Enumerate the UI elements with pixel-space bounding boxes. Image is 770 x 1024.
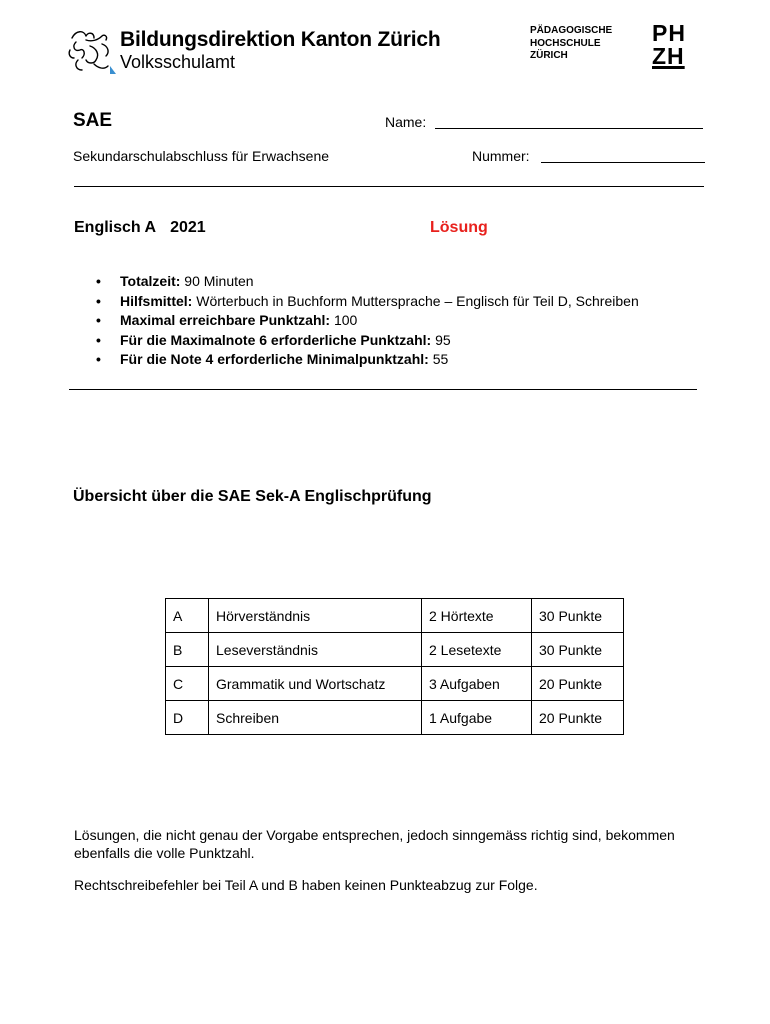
subject-name: Englisch A bbox=[74, 219, 157, 236]
table-cell: B bbox=[166, 633, 209, 667]
exam-info-list bbox=[96, 272, 639, 370]
table-cell: 20 Punkte bbox=[532, 667, 624, 701]
solution-label: Lösung bbox=[430, 219, 488, 236]
list-item bbox=[96, 331, 639, 351]
exam-year: 2021 bbox=[170, 219, 206, 236]
table-cell: 1 Aufgabe bbox=[422, 701, 532, 735]
table-row bbox=[166, 599, 624, 633]
table-cell: 2 Hörtexte bbox=[422, 599, 532, 633]
info-label: Hilfsmittel: bbox=[120, 292, 193, 309]
phz-name bbox=[530, 25, 612, 63]
list-item bbox=[96, 272, 639, 292]
nummer-label: Nummer: bbox=[472, 148, 530, 164]
table-cell: Schreiben bbox=[209, 701, 422, 735]
name-field-line[interactable] bbox=[435, 128, 703, 129]
org-subtitle: Volksschulamt bbox=[120, 52, 236, 72]
divider bbox=[69, 389, 697, 390]
form-subtitle: Sekundarschulabschluss für Erwachsene bbox=[73, 148, 330, 164]
divider bbox=[74, 186, 704, 187]
info-value: 95 bbox=[435, 331, 451, 348]
overview-heading: Übersicht über die SAE Sek-A Englischprüfung bbox=[73, 488, 432, 505]
phzh-logo bbox=[652, 22, 686, 68]
table-row bbox=[166, 667, 624, 701]
nummer-field-line[interactable] bbox=[541, 162, 705, 163]
table-cell: 3 Aufgaben bbox=[422, 667, 532, 701]
list-item bbox=[96, 292, 639, 312]
phz-line: PÄDAGOGISCHE bbox=[530, 25, 613, 36]
list-item bbox=[96, 350, 639, 370]
form-title: SAE bbox=[73, 110, 113, 131]
note-spelling: Rechtschreibefehler bei Teil A und B haben keinen Punkteabzug zur Folge. bbox=[74, 877, 538, 893]
info-value: 100 bbox=[333, 312, 358, 328]
exam-subject bbox=[74, 219, 206, 237]
table-cell: Hörverständnis bbox=[209, 599, 422, 633]
table-cell: 20 Punkte bbox=[532, 701, 624, 735]
info-value: 90 Minuten bbox=[184, 273, 254, 289]
table-cell: D bbox=[166, 701, 209, 735]
table-cell: 30 Punkte bbox=[532, 633, 624, 667]
info-value: Wörterbuch in Buchform Muttersprache – Englisch für Teil D, Schreiben bbox=[196, 292, 639, 309]
zurich-lion-logo-icon bbox=[66, 28, 116, 74]
table-cell: Grammatik und Wortschatz bbox=[209, 667, 422, 701]
phz-line: HOCHSCHULE bbox=[530, 37, 601, 49]
table-cell: 2 Lesetexte bbox=[422, 633, 532, 667]
name-label: Name: bbox=[385, 114, 427, 130]
table-cell: 30 Punkte bbox=[532, 599, 624, 633]
info-label: Für die Maximalnote 6 erforderliche Punktzahl: bbox=[120, 331, 432, 348]
table-row bbox=[166, 633, 624, 667]
info-label: Totalzeit: bbox=[120, 273, 181, 289]
phz-line: ZÜRICH bbox=[530, 50, 568, 61]
overview-table bbox=[165, 598, 624, 735]
info-label: Für die Note 4 erforderliche Minimalpunktzahl: bbox=[120, 351, 429, 367]
table-cell: C bbox=[166, 667, 209, 701]
info-value: 55 bbox=[432, 351, 449, 367]
info-label: Maximal erreichbare Punktzahl: bbox=[120, 312, 331, 328]
list-item bbox=[96, 311, 639, 331]
note-equivalent-answers: Lösungen, die nicht genau der Vorgabe entsprechen, jedoch sinngemäss richtig sind, bekommen ebenfalls die volle Punktzahl. bbox=[74, 827, 675, 861]
table-cell: Leseverständnis bbox=[209, 633, 422, 667]
phzh-logo-top: PH bbox=[652, 20, 686, 46]
table-cell: A bbox=[166, 599, 209, 633]
phzh-logo-bottom: ZH bbox=[652, 43, 685, 69]
table-row bbox=[166, 701, 624, 735]
org-title: Bildungsdirektion Kanton Zürich bbox=[120, 28, 441, 51]
